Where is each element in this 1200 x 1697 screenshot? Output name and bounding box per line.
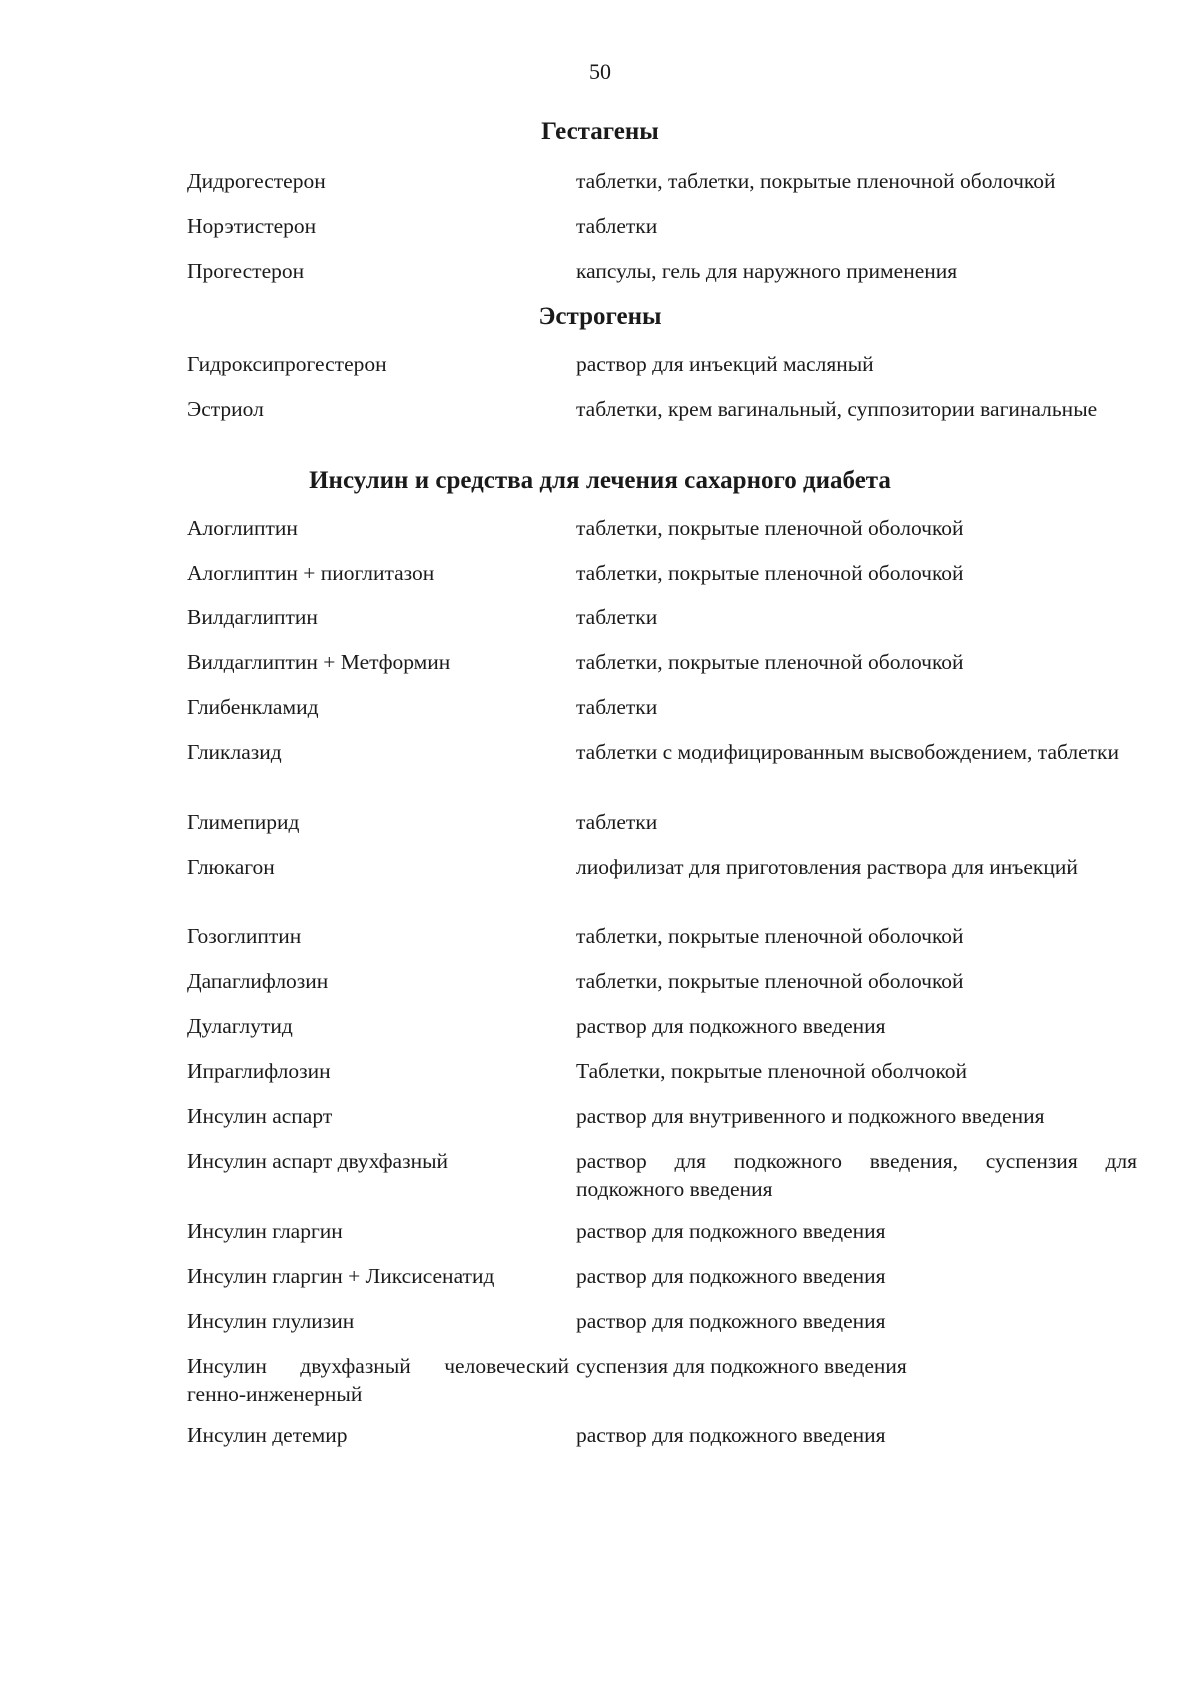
drug-name: Дидрогестерон: [187, 169, 326, 193]
dosage-form: раствор для подкожного введения: [576, 1014, 886, 1038]
dosage-form: суспензия для подкожного введения: [576, 1354, 907, 1378]
drug-name: Гидроксипрогестерон: [187, 352, 387, 376]
dosage-form: раствор для инъекций масляный: [576, 352, 874, 376]
dosage-form: таблетки: [576, 695, 658, 719]
drug-name: Инсулин гларгин + Ликсисенатид: [187, 1264, 495, 1288]
drug-name: Вилдаглиптин: [187, 605, 318, 629]
drug-name: Дапаглифлозин: [187, 969, 329, 993]
dosage-form: таблетки, покрытые пленочной оболочкой: [576, 561, 964, 585]
drug-name: Норэтистерон: [187, 214, 317, 238]
drug-name: Инсулин глулизин: [187, 1309, 355, 1333]
drug-name: Инсулин аспарт двухфазный: [187, 1149, 449, 1173]
drug-name: Алоглиптин: [187, 516, 298, 540]
drug-name: Прогестерон: [187, 259, 305, 283]
dosage-form: таблетки: [576, 605, 658, 629]
drug-name: Глюкагон: [187, 855, 275, 879]
dosage-form: раствор для подкожного введения: [576, 1264, 886, 1288]
drug-name: Инсулин гларгин: [187, 1219, 343, 1243]
drug-name: Ипраглифлозин: [187, 1059, 331, 1083]
dosage-form: таблетки, покрытые пленочной оболочкой: [576, 650, 964, 674]
dosage-form: раствор для подкожного введения: [576, 1219, 886, 1243]
dosage-form: капсулы, гель для наружного применения: [576, 259, 958, 283]
section-heading-gestagens: Гестагены: [541, 118, 659, 145]
dosage-form: раствор для подкожного введения: [576, 1309, 886, 1333]
dosage-form: таблетки, крем вагинальный, суппозитории вагинальные: [576, 397, 1098, 421]
dosage-form: таблетки, покрытые пленочной оболочкой: [576, 969, 964, 993]
dosage-form: таблетки, покрытые пленочной оболочкой: [576, 924, 964, 948]
drug-name: Гозоглиптин: [187, 924, 302, 948]
drug-name: Глимепирид: [187, 810, 300, 834]
dosage-form: таблетки: [576, 214, 658, 238]
dosage-form: раствор для подкожного введения: [576, 1423, 886, 1447]
dosage-form: таблетки: [576, 810, 658, 834]
dosage-form: раствор для внутривенного и подкожного введения: [576, 1104, 1045, 1128]
dosage-form: таблетки, таблетки, покрытые пленочной оболочкой: [576, 169, 1056, 193]
page-number: 50: [589, 59, 611, 84]
drug-name: Алоглиптин + пиоглитазон: [187, 561, 435, 585]
drug-name: Глибенкламид: [187, 695, 319, 719]
dosage-form: таблетки с модифицированным высвобождением, таблетки: [576, 740, 1120, 764]
section-heading-estrogens: Эстрогены: [538, 303, 662, 330]
drug-name: Вилдаглиптин + Метформин: [187, 650, 451, 674]
drug-name: Инсулин детемир: [187, 1423, 348, 1447]
drug-name: Дулаглутид: [187, 1014, 293, 1038]
drug-name: Гликлазид: [187, 740, 282, 764]
dosage-form: таблетки, покрытые пленочной оболочкой: [576, 516, 964, 540]
dosage-form: лиофилизат для приготовления раствора для инъекций: [576, 855, 1078, 879]
drug-name: Инсулин двухфазный человеческий генно-инженерный: [187, 1354, 569, 1406]
drug-name: Эстриол: [187, 397, 264, 421]
drug-name: Инсулин аспарт: [187, 1104, 333, 1128]
section-heading-insulin-diabetes: Инсулин и средства для лечения сахарного диабета: [309, 467, 891, 494]
dosage-form: Таблетки, покрытые пленочной оболчокой: [576, 1059, 968, 1083]
dosage-form: раствор для подкожного введения, суспензия для подкожного введения: [576, 1149, 1137, 1201]
